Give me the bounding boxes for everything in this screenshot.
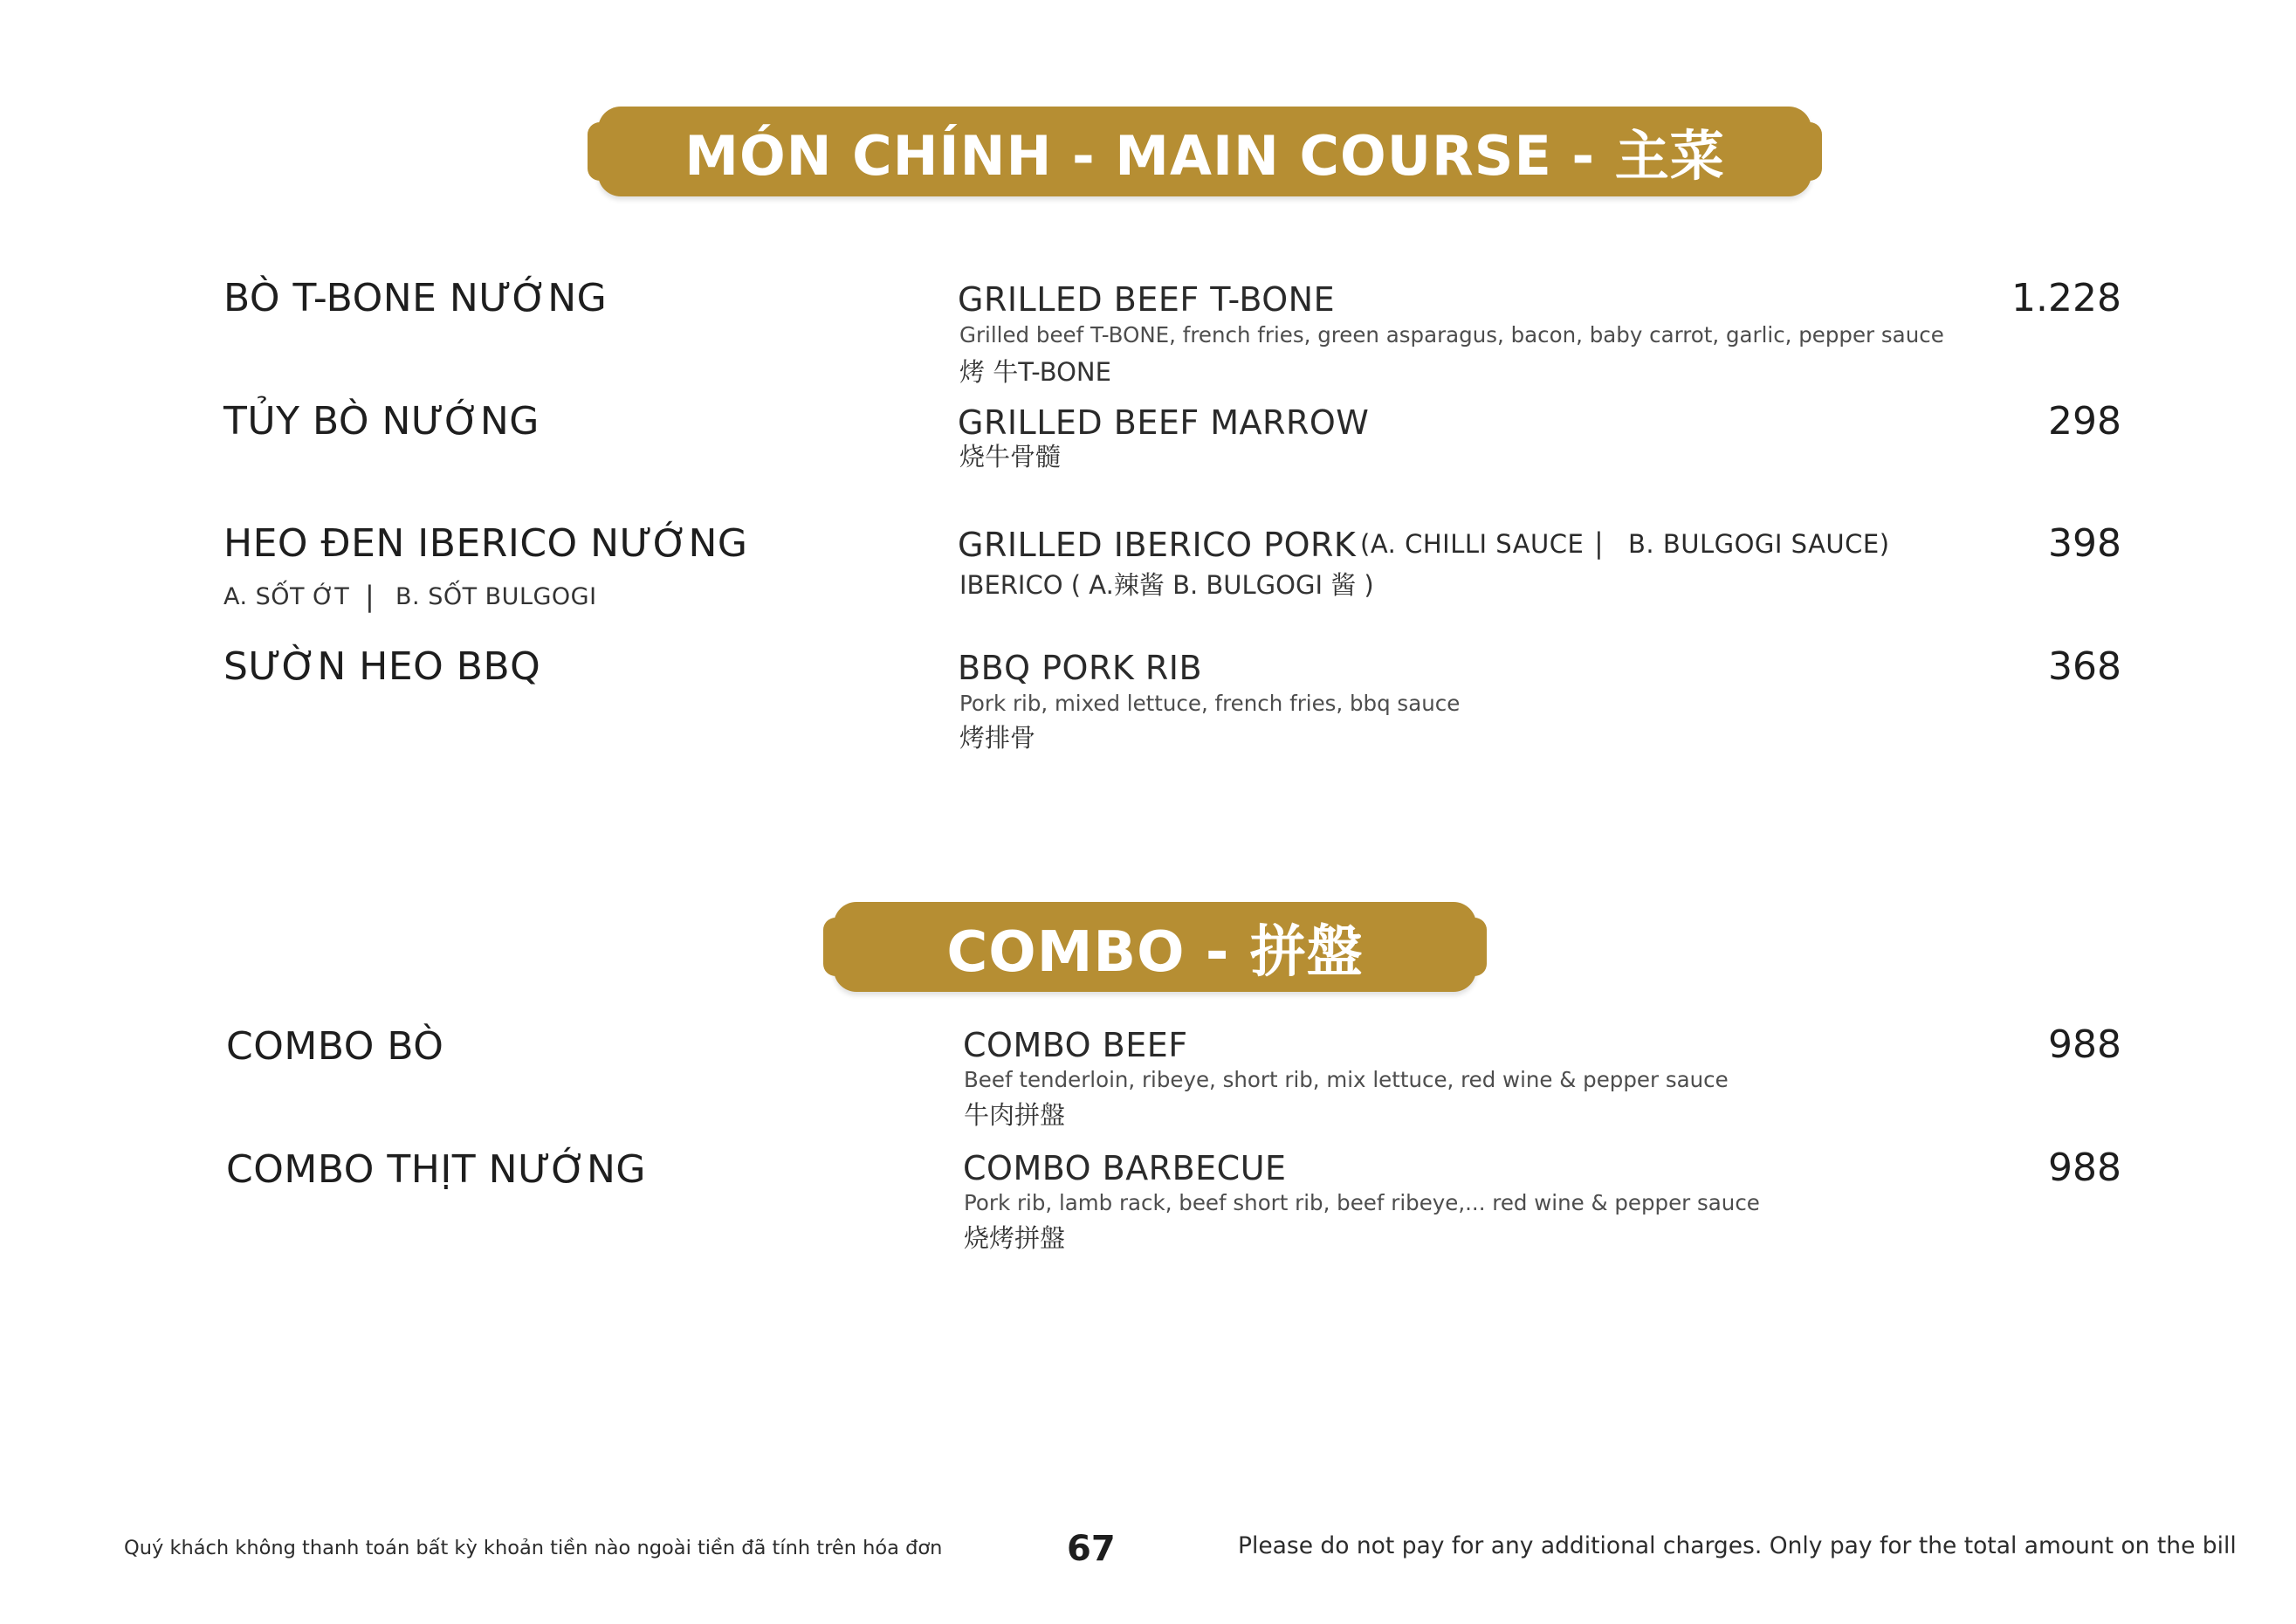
item-name-en: GRILLED BEEF MARROW: [958, 403, 1370, 442]
item-option-vi-a: A. SỐT ỚT: [223, 583, 350, 610]
item-name-en: BBQ PORK RIB: [958, 649, 1203, 687]
item-description: Pork rib, lamb rack, beef short rib, beef ribeye,... red wine & pepper sauce: [964, 1190, 1760, 1215]
item-price: 298: [2048, 399, 2121, 444]
item-name-zh: 牛肉拼盤: [964, 1100, 1066, 1130]
item-name-zh: 烤 牛T-BONE: [959, 357, 1111, 387]
item-name-vi: TỦY BÒ NƯỚNG: [223, 399, 540, 444]
item-option-separator: |: [1594, 526, 1604, 560]
item-name-vi: BÒ T-BONE NƯỚNG: [223, 276, 608, 320]
item-name-vi: COMBO BÒ: [226, 1024, 444, 1069]
item-price: 1.228: [2011, 276, 2121, 320]
item-description: Beef tenderloin, ribeye, short rib, mix lettuce, red wine & pepper sauce: [964, 1067, 1729, 1092]
item-price: 368: [2048, 644, 2121, 689]
main-course-heading-text: MÓN CHÍNH - MAIN COURSE - 主菜: [684, 124, 1725, 188]
item-name-en: COMBO BARBECUE: [963, 1149, 1287, 1187]
item-price: 398: [2048, 521, 2121, 566]
item-name-zh: 烤排骨: [959, 723, 1036, 753]
item-name-vi: HEO ĐEN IBERICO NƯỚNG: [223, 521, 748, 566]
item-name-zh: IBERICO ( A.辣酱 B. BULGOGI 酱 ): [959, 570, 1374, 600]
item-description: Pork rib, mixed lettuce, french fries, bbq sauce: [959, 691, 1461, 716]
item-name-zh: 烧牛骨髓: [959, 442, 1062, 471]
item-name-vi: SƯỜN HEO BBQ: [223, 644, 541, 689]
item-name-en: GRILLED IBERICO PORK: [958, 526, 1357, 564]
item-option-separator: |: [365, 580, 375, 613]
item-name-en: COMBO BEEF: [963, 1026, 1188, 1064]
footer-note-en: Please do not pay for any additional charges. Only pay for the total amount on the bill: [1238, 1532, 2237, 1559]
item-option-en-a: (A. CHILLI SAUCE: [1360, 529, 1585, 559]
item-price: 988: [2048, 1146, 2121, 1190]
item-description: Grilled beef T-BONE, french fries, green asparagus, bacon, baby carrot, garlic, pepper sauce: [959, 322, 1944, 348]
footer-note-vi: Quý khách không thanh toán bất kỳ khoản tiền nào ngoài tiền đã tính trên hóa đơn: [124, 1537, 943, 1559]
page-number: 67: [1067, 1529, 1116, 1569]
item-option-en-b: B. BULGOGI SAUCE): [1628, 529, 1890, 559]
item-name-vi: COMBO THỊT NƯỚNG: [226, 1147, 646, 1192]
item-price: 988: [2048, 1022, 2121, 1067]
combo-heading-text: COMBO - 拼盤: [946, 919, 1364, 985]
item-option-vi-b: B. SỐT BULGOGI: [395, 583, 597, 610]
item-name-en: GRILLED BEEF T-BONE: [958, 280, 1336, 319]
item-name-zh: 烧烤拼盤: [964, 1223, 1066, 1253]
main-course-heading: [598, 107, 1811, 196]
combo-heading: [834, 902, 1476, 992]
